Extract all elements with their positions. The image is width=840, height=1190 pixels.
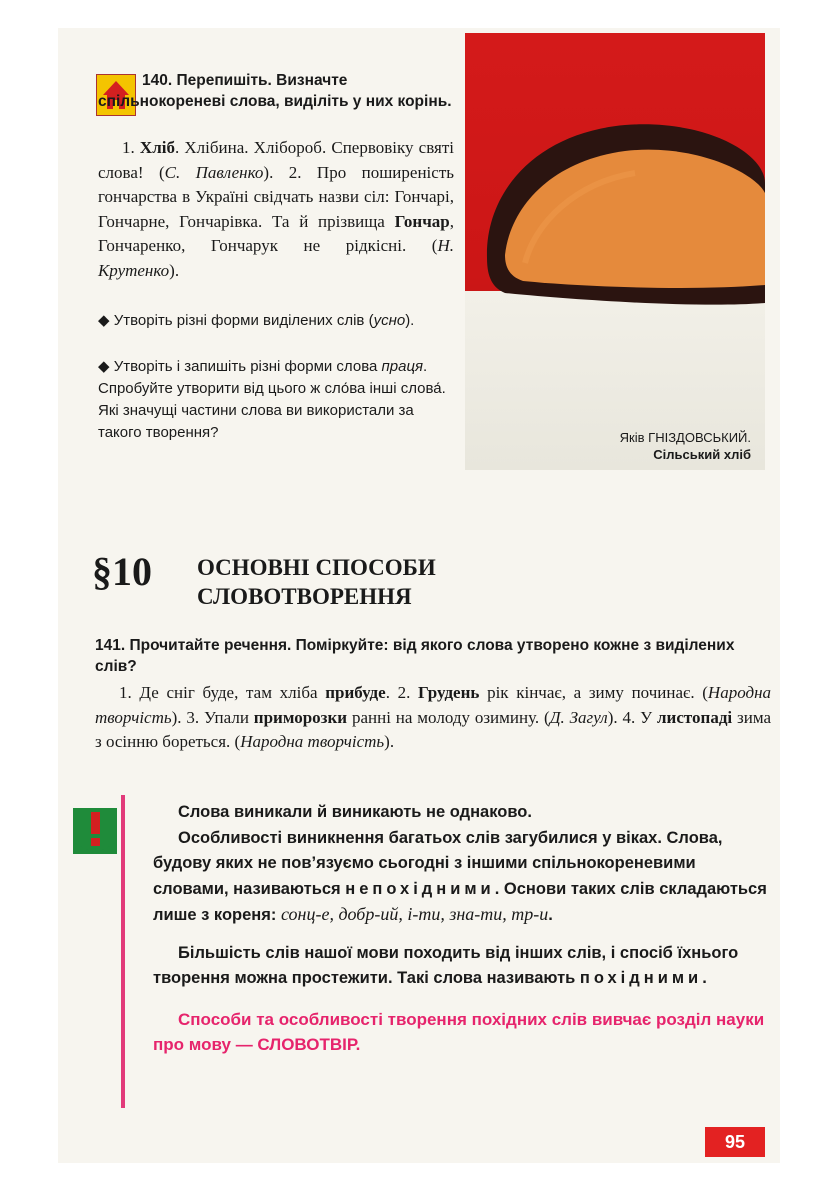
morpheme-examples: сонц-е, добр-ий, і-ти, зна-ти, тр-и (280, 904, 549, 924)
rule-paragraph: Більшість слів нашої мови походить від інших слів, і спосіб їхнього творення можна простежити. Такі слова називають похідними. (153, 943, 739, 987)
exclamation-icon (73, 808, 117, 854)
exercise-141-text: 1. Де сніг буде, там хліба прибуде. 2. Грудень рік кінчає, а зиму починає. (Народна творчість). 3. Упали приморозки ранні на молоду озимину. (Д. Загул). 4. У листопаді зима з осінню бореться. (Народна творчість). (95, 683, 772, 751)
section-number: §10 (92, 549, 152, 594)
highlighted-word: Хліб (139, 138, 175, 157)
term-derived: похідними (579, 969, 703, 987)
rule-paragraph: Слова виникали й виникають не однаково. (178, 803, 532, 821)
painting-title: Сільський хліб (653, 447, 751, 462)
term-nonderived: непохідними (345, 879, 495, 898)
exercise-140-text: 1. Хліб. Хлібина. Хлібороб. Спервовіку святі слова! (С. Павленко). 2. Про поширеність гончарства в Україні свідчать назви сіл: Гончарі, Гончарне, Гончарівка. Та й прізвища Гончар, Гончаренко, Гончарук не рідкісні. (Н. Крутенко). (98, 138, 455, 280)
exercise-140-title: 140. Перепишіть. Визначте спільнокореневі слова, виділіть у них корінь. (98, 72, 452, 110)
task-1: ◆ Утворіть різні форми виділених слів (усно). (98, 312, 415, 329)
section-title: ОСНОВНІ СПОСОБИ СЛОВОТВОРЕННЯ (197, 555, 436, 609)
page-number: 95 (705, 1127, 765, 1157)
rule-box (153, 800, 771, 1058)
rule-highlight: Способи та особливості творення похідних слів вивчає розділ науки про мову — СЛОВОТВІР. (153, 1009, 765, 1054)
bread-illustration (465, 33, 765, 470)
painting-image (465, 33, 765, 470)
rule-divider (121, 795, 125, 1108)
author-citation: С. Павленко (164, 162, 264, 182)
task-2: ◆ Утворіть і запишіть різні форми слова праця. Спробуйте утворити від цього ж сло́ва інші слова́. Які значущі частини слова ви використали за такого творення? (98, 358, 446, 441)
highlighted-word: Гончар (394, 211, 450, 231)
exercise-141-title: 141. Прочитайте речення. Поміркуйте: від якого слова утворено кожне з виділених слів? (95, 637, 735, 675)
rule-paragraph: Особливості виникнення багатьох слів загубилися у віках. Слова, будову яких не пов’язуємо сьогодні з іншими спільнокореневими словами, називаються непохідними. Основи таких слів складаються лише з кореня: сонц-е, добр-ий, і-ти, зна-ти, тр-и. (153, 828, 767, 924)
painting-author: Яків ГНІЗДОВСЬКИЙ. (619, 430, 751, 445)
author-citation: Н. Крутенко (98, 236, 454, 280)
